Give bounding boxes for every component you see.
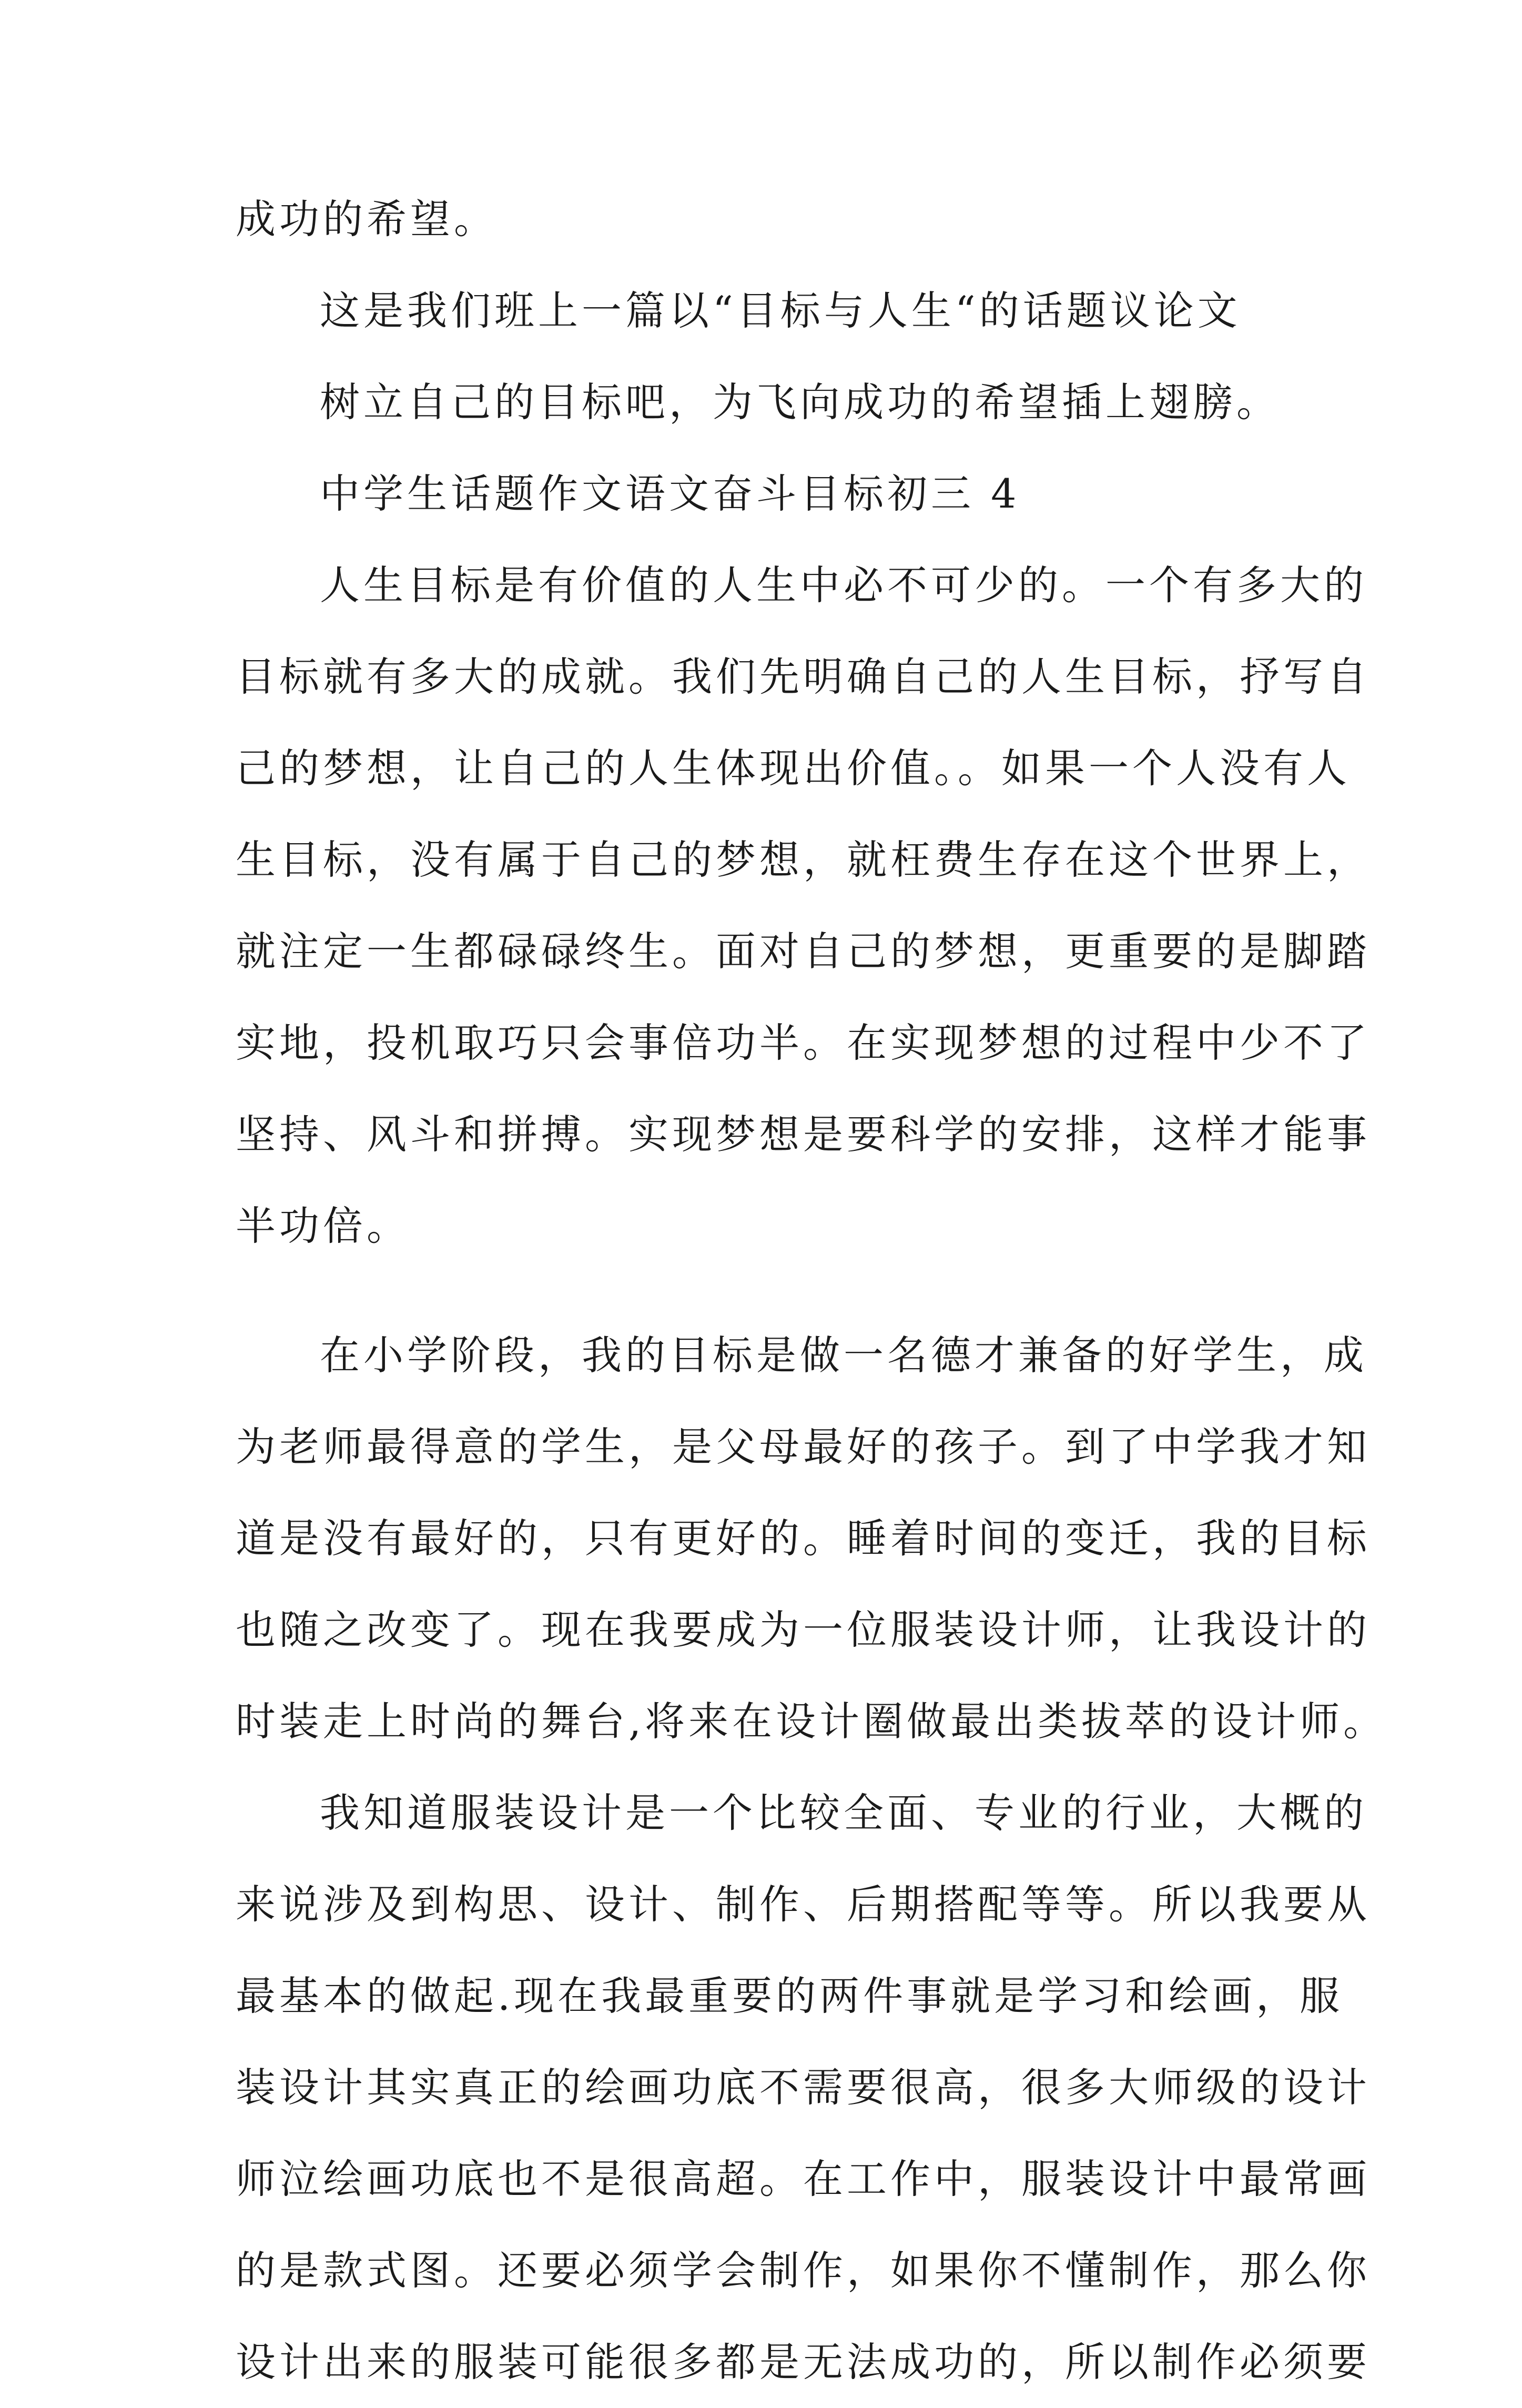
text-line: 实地，投机取巧只会事倍功半。在实现梦想的过程中少不了 [236,1019,1371,1066]
text-line: 也随之改变了。现在我要成为一位服装设计师，让我设计的 [236,1606,1371,1653]
paragraph-gap [236,1272,1308,1310]
text-line: 目标就有多大的成就。我们先明确自己的人生目标，抒写自 [236,653,1371,700]
text-line: 的是款式图。还要必须学会制作，如果你不懂制作，那么你 [236,2247,1371,2294]
text-line: 师泣绘画功底也不是很高超。在工作中，服装设计中最常画 [236,2156,1371,2202]
section-heading: 中学生话题作文语文奋斗目标初三 4 [320,470,1020,517]
text-line: 就注定一生都碌碌终生。面对自己的梦想，更重要的是脚踏 [236,928,1371,975]
text-line: 装设计其实真正的绘画功底不需要很高，很多大师级的设计 [236,2064,1371,2111]
text-line: 半功倍。 [236,1202,410,1249]
text-line: 设计出来的服装可能很多都是无法成功的，所以制作必须要 [236,2339,1371,2385]
text-line: 来说涉及到构思、设计、制作、后期搭配等等。所以我要从 [236,1881,1371,1928]
text-line: 人生目标是有价值的人生中必不可少的。一个有多大的 [320,562,1367,609]
text-line: 己的梦想，让自己的人生体现出价值。。如果一个人没有人 [236,745,1351,792]
document-body [236,174,1387,2408]
text-line: 最基本的做起.现在我最重要的两件事就是学习和绘画，服 [236,1972,1344,2019]
text-line: 我知道服装设计是一个比较全面、专业的行业，大概的 [320,1789,1367,1836]
text-line: 时装走上时尚的舞台,将来在设计圈做最出类拔萃的设计师。 [236,1698,1387,1745]
text-line: 生目标，没有属于自己的梦想，就枉费生存在这个世界上， [236,836,1371,883]
text-line: 成功的希望。 [236,196,498,242]
text-line: 道是没有最好的，只有更好的。睡着时间的变迁，我的目标 [236,1515,1371,1562]
text-line: 这是我们班上一篇以“目标与人生“的话题议论文 [320,287,1241,334]
text-line: 树立自己的目标吧，为飞向成功的希望插上翅膀。 [320,379,1280,426]
text-line: 坚持、风斗和拼搏。实现梦想是要科学的安排，这样才能事 [236,1111,1371,1158]
text-line: 在小学阶段，我的目标是做一名德才兼备的好学生，成 [320,1332,1367,1379]
text-line: 为老师最得意的学生，是父母最好的孩子。到了中学我才知 [236,1423,1371,1470]
